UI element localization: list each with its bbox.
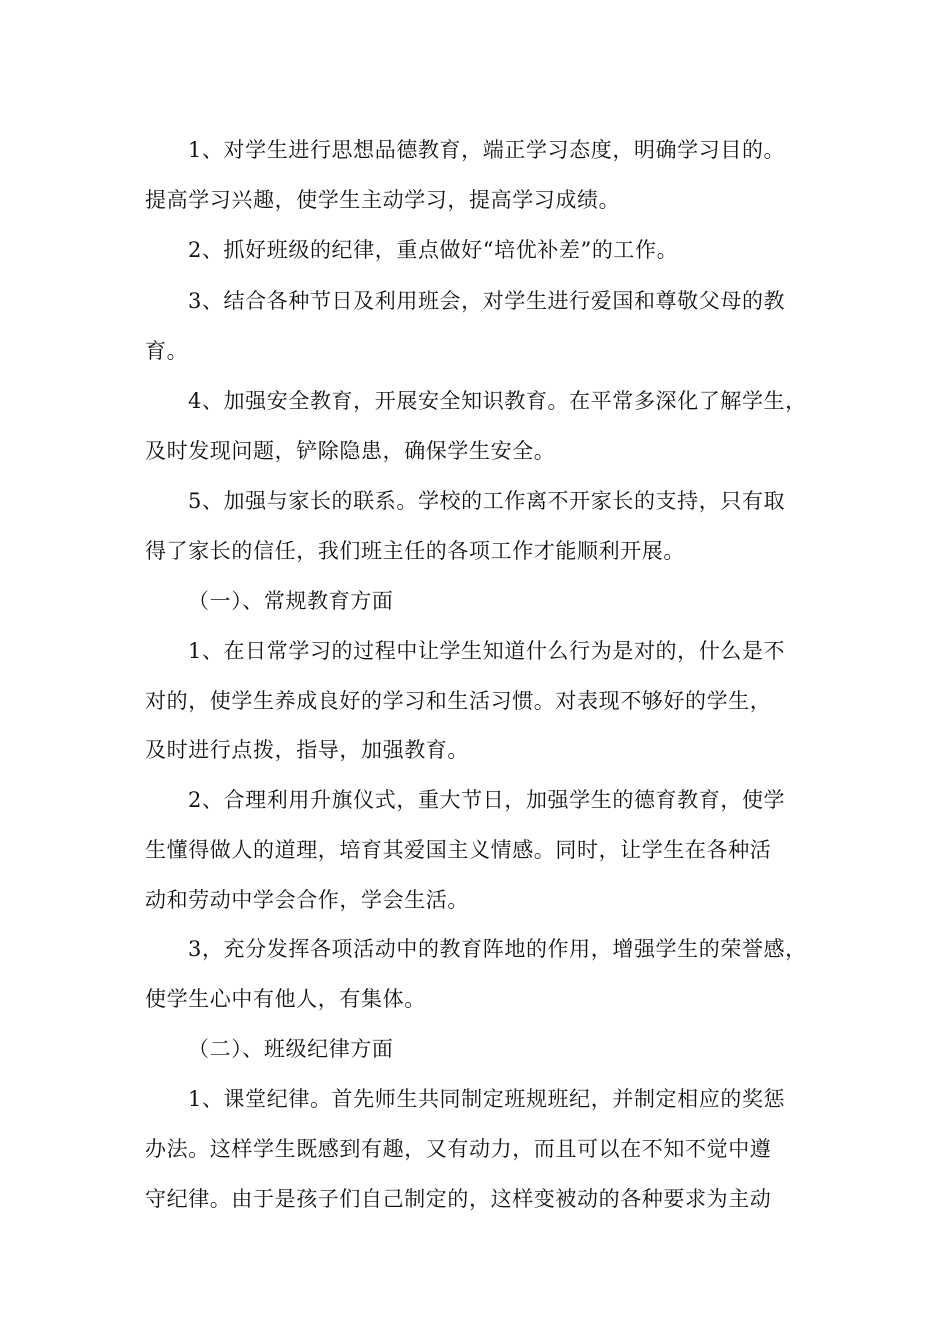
paragraph-6-line-2: 对的，使学生养成良好的学习和生活习惯。对表现不够好的学生， <box>145 689 772 713</box>
paragraph-6-line-1: 1、在日常学习的过程中让学生知道什么行为是对的，什么是不 <box>188 639 786 663</box>
paragraph-1-line-2: 提高学习兴趣，使学生主动学习，提高学习成绩。 <box>145 188 621 212</box>
paragraph-2-line-1: 2、抓好班级的纪律，重点做好“培优补差”的工作。 <box>188 238 679 262</box>
paragraph-5-line-2: 得了家长的信任，我们班主任的各项工作才能顺利开展。 <box>145 539 685 563</box>
paragraph-8-line-2: 使学生心中有他人，有集体。 <box>145 987 426 1011</box>
paragraph-7-line-1: 2、合理利用升旗仪式，重大节日，加强学生的德育教育，使学 <box>188 788 786 812</box>
paragraph-4-line-2: 及时发现问题，铲除隐患，确保学生安全。 <box>145 439 556 463</box>
paragraph-7-line-3: 动和劳动中学会合作，学会生活。 <box>145 888 469 912</box>
paragraph-3-line-2: 育。 <box>145 339 189 363</box>
paragraph-9-line-3: 守纪律。由于是孩子们自己制定的，这样变被动的各种要求为主动 <box>145 1187 772 1211</box>
paragraph-9-line-2: 办法。这样学生既感到有趣，又有动力，而且可以在不知不觉中遵 <box>145 1137 772 1161</box>
paragraph-6-line-3: 及时进行点拨，指导，加强教育。 <box>145 738 469 762</box>
paragraph-1-line-1: 1、对学生进行思想品德教育，端正学习态度，明确学习目的。 <box>188 138 786 162</box>
paragraph-7-line-2: 生懂得做人的道理，培育其爱国主义情感。同时，让学生在各种活 <box>145 838 772 862</box>
paragraph-3-line-1: 3、结合各种节日及利用班会，对学生进行爱国和尊敬父母的教 <box>188 289 786 313</box>
paragraph-8-line-1: 3，充分发挥各项活动中的教育阵地的作用，增强学生的荣誉感， <box>188 937 807 961</box>
section-heading-2: （二）、班级纪律方面 <box>188 1037 394 1061</box>
paragraph-9-line-1: 1、课堂纪律。首先师生共同制定班规班纪，并制定相应的奖惩 <box>188 1087 786 1111</box>
section-heading-1: （一）、常规教育方面 <box>188 589 394 613</box>
paragraph-4-line-1: 4、加强安全教育，开展安全知识教育。在平常多深化了解学生， <box>188 389 807 413</box>
paragraph-5-line-1: 5、加强与家长的联系。学校的工作离不开家长的支持，只有取 <box>188 489 786 513</box>
